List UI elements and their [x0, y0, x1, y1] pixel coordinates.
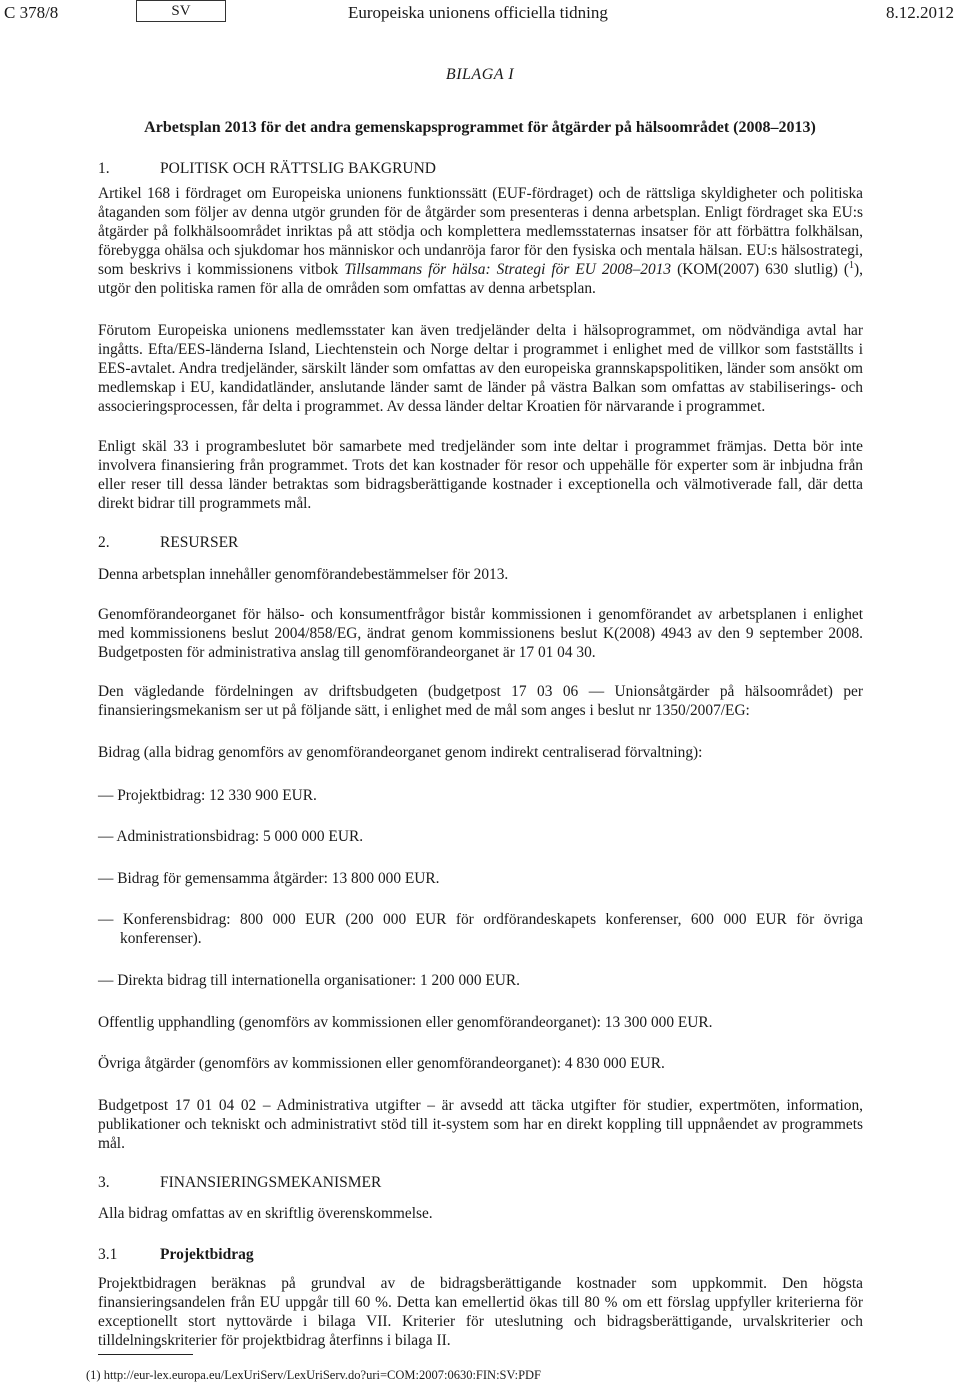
list-item-joint-actions: — Bidrag för gemensamma åtgärder: 13 800 000 EUR.: [98, 870, 440, 887]
section-title: POLITISK OCH RÄTTSLIG BAKGRUND: [160, 160, 436, 177]
footnote-separator: [98, 1354, 193, 1355]
section-number: 3.1: [98, 1246, 118, 1263]
paragraph-procurement: Offentlig upphandling (genomförs av kommissionen eller genomförandeorganet): 13 300 000 EUR.: [98, 1014, 713, 1031]
page-reference: C 378/8: [4, 3, 59, 22]
paragraph-legal-basis: [98, 185, 863, 298]
paragraph-executive-agency: Genomförandeorganet för hälso- och konsumentfrågor bistår kommissionen i genomförandet av arbetsplanen i enlighet med kommissionens beslut 2004/858/EG, ändrat genom kommissionens beslut K(2008) 4943 av den 9 september 2008. Budgetposten för administrativa anslag till genomförandeorganet är 17 01 04 30.: [98, 606, 863, 661]
section-number: 1.: [98, 160, 110, 177]
subsection-heading-3-1: [98, 1246, 254, 1264]
white-paper-title: Tillsammans för hälsa: Strategi för EU 2008–2013: [344, 260, 672, 278]
paragraph-text: Artikel 168 i fördraget om Europeiska unionens funktionssätt (EUF-fördraget) och de rättsliga skyldigheter och politiska åtaganden som följer av denna utgör grunden för de åtgärder som presenteras i denna arbetsplan. Enligt fördraget ska EU:s åtgärder på folkhälsoområdet inriktas på att stödja och komplettera medlemsstaternas insatser för att förbättra folkhälsan, förebygga ohälsa och sjukdomar hos människor och undanröja faror för den fysiska och mentala hälsan. EU:s hälsostrategi, som beskrivs i kommissionens vitbok: [98, 185, 863, 278]
footnote: [86, 1368, 541, 1383]
footnote-link[interactable]: http://eur-lex.europa.eu/LexUriServ/LexUriServ.do?uri=COM:2007:0630:FIN:SV:PDF: [103, 1368, 541, 1382]
section-number: 3.: [98, 1174, 110, 1191]
publication-date: 8.12.2012: [886, 3, 954, 22]
section-number: 2.: [98, 534, 110, 551]
paragraph-cooperation: Enligt skäl 33 i programbeslutet bör samarbete med tredjeländer som inte deltar i programmet främjas. Detta bör inte involvera finansiering från programmet. Trots det kan kostnader för resor och uppehälle för experter som är inbjudna från eller reser till dessa länder betraktas som bidragsberättigande kostnader i exceptionella och välmotiverade fall, där detta direkt bidrar till programmets mål.: [98, 438, 863, 512]
paragraph-third-countries: Förutom Europeiska unionens medlemsstater kan även tredjeländer delta i hälsoprogrammet, om nödvändiga avtal har ingåtts. Efta/EES-länderna Island, Liechtenstein och Norge deltar i programmet i enlighet med de villkor som fastställts i EES-avtalet. Andra tredjeländer, särskilt länder som omfattas av den europeiska grannskapspolitiken, länder som ansökt om medlemskap i EU, kandidatländer, anslutande länder samt de länder på västra Balkan som omfattas av stabiliserings- och associeringsprocessen, får delta i programmet. Av dessa länder deltar Kroatien för närvarande i programmet.: [98, 322, 863, 415]
annex-label: BILAGA I: [445, 66, 515, 83]
paragraph-implementing-rules: Denna arbetsplan innehåller genomförandebestämmelser för 2013.: [98, 566, 509, 583]
document-title: Arbetsplan 2013 för det andra gemenskapsprogrammet för åtgärder på hälsoområdet (2008–2013): [144, 119, 816, 136]
paragraph-budget-breakdown: Den vägledande fördelningen av driftsbudgeten (budgetpost 17 03 06 — Unionsåtgärder på hälsoområdet) per finansieringsmekanism ser ut på följande sätt, i enlighet med de mål som anges i beslut nr 1350/2007/EG:: [98, 683, 863, 719]
paragraph-written-agreement: Alla bidrag omfattas av en skriftlig överenskommelse.: [98, 1205, 433, 1222]
footnote-marker: 1: [849, 259, 854, 271]
section-heading-3: [98, 1174, 381, 1192]
journal-title: Europeiska unionens officiella tidning: [348, 3, 608, 22]
list-item-conference-grants: — Konferensbidrag: 800 000 EUR (200 000 EUR för ordförandeskapets konferenser, 600 000 EUR för övriga konferenser).: [98, 911, 863, 947]
section-heading-2: [98, 534, 238, 552]
list-item-project-grants: — Projektbidrag: 12 330 900 EUR.: [98, 787, 317, 804]
paragraph-text: (KOM(2007) 630 slutlig) (: [671, 260, 849, 278]
paragraph-project-grants: Projektbidragen beräknas på grundval av de bidragsberättigande kostnader som uppkommit. Den högsta finansieringsandelen från EU uppgår till 60 %. Detta kan emellertid ökas till 80 % om ett förslag uppfyller kriterierna för exceptionellt stort nyttovärde i bilaga VII. Kriterier för uteslutning och bidragsberättigande, urvalskriterier och tilldelningskriterier för projektbidrag återfinns i bilaga II.: [98, 1275, 863, 1349]
footnote-marker: (1): [86, 1368, 101, 1382]
language-badge: SV: [136, 0, 226, 22]
section-title: RESURSER: [160, 534, 239, 551]
list-item-operating-grants: — Administrationsbidrag: 5 000 000 EUR.: [98, 828, 364, 845]
paragraph-other-actions: Övriga åtgärder (genomförs av kommissionen eller genomförandeorganet): 4 830 000 EUR.: [98, 1055, 665, 1072]
section-title: Projektbidrag: [160, 1246, 254, 1263]
list-item-international-organisations: — Direkta bidrag till internationella organisationer: 1 200 000 EUR.: [98, 972, 521, 989]
paragraph-administrative-expenditure: Budgetpost 17 01 04 02 – Administrativa utgifter – är avsedd att täcka utgifter för studier, expertmöten, information, publikationer och tekniskt och administrativt stöd till it-system som har en direkt koppling till uppnåendet av programmets mål.: [98, 1097, 863, 1152]
paragraph-grants-intro: Bidrag (alla bidrag genomförs av genomförandeorganet genom indirekt centraliserad förvaltning):: [98, 744, 703, 761]
section-heading-1: [98, 160, 436, 178]
paragraph-text: ), utgör den politiska ramen för alla de områden som omfattas av denna arbetsplan.: [98, 260, 863, 297]
section-title: FINANSIERINGSMEKANISMER: [160, 1174, 382, 1191]
